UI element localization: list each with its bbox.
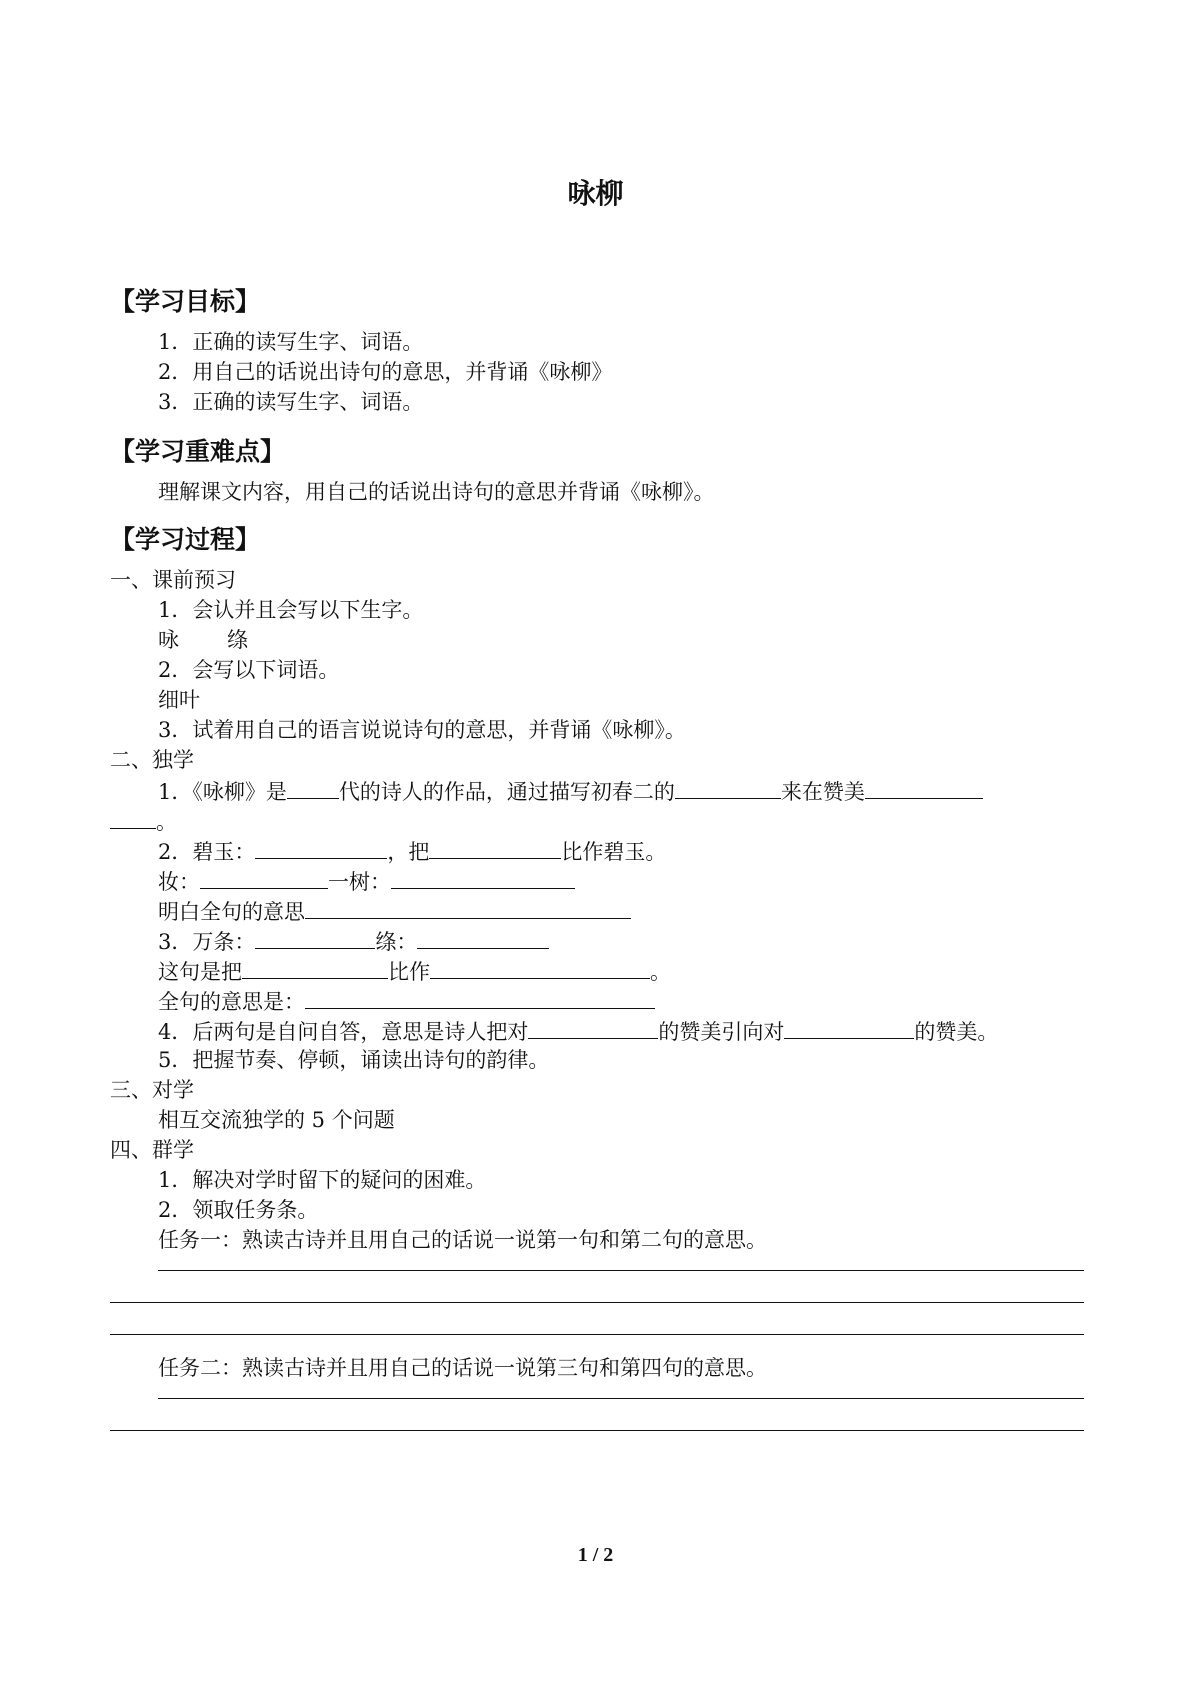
yishu-blank[interactable] [391, 866, 575, 889]
yishu-text: 一树： [328, 870, 391, 894]
q4-text-a: 4．后两句是自问自答，意思是诗人把对 [158, 1020, 529, 1044]
q1-text-b: 代的诗人的作品，通过描写初春二的 [338, 780, 675, 804]
part3-title: 三、对学 [110, 1078, 194, 1102]
q3-text-a: 3．万条： [158, 930, 256, 954]
part2-q1-cont [110, 806, 177, 836]
zhuang-text: 妆： [158, 870, 200, 894]
goals-heading: 【学习目标】 [110, 287, 261, 316]
zhuang-blank[interactable] [200, 866, 328, 889]
q2-text-c: 比作碧玉。 [561, 840, 667, 864]
comp-end: 。 [650, 960, 671, 984]
part1-q1: 1．会认并且会写以下生字。 [158, 598, 424, 622]
part1-q2: 2．会写以下词语。 [158, 658, 340, 682]
q2-blank-object[interactable] [429, 836, 561, 859]
page-title: 咏柳 [567, 177, 624, 210]
comp-blank-a[interactable] [242, 956, 388, 979]
part2-comparison [158, 956, 671, 986]
part3-text: 相互交流独学的 5 个问题 [158, 1108, 395, 1132]
q1-blank-praise[interactable] [865, 776, 983, 799]
part4-title: 四、群学 [110, 1138, 194, 1162]
task1-text: 任务一：熟读古诗并且用自己的话说一说第一句和第二句的意思。 [158, 1228, 767, 1252]
comp-text-b: 比作 [388, 960, 430, 984]
q2-text-b: ，把 [387, 840, 430, 864]
meaning1-blank[interactable] [305, 896, 631, 919]
q4-text-c: 的赞美。 [914, 1020, 999, 1044]
comp-text-a: 这句是把 [158, 960, 242, 984]
q1-text-c: 来在赞美 [780, 780, 865, 804]
meaning2-blank[interactable] [305, 986, 655, 1009]
part4-q2: 2．领取任务条。 [158, 1198, 319, 1222]
part2-meaning1 [158, 896, 631, 926]
q1-blank-object[interactable] [675, 776, 781, 799]
comp-blank-b[interactable] [430, 956, 650, 979]
part4-q1: 1．解决对学时留下的疑问的困难。 [158, 1168, 487, 1192]
q2-blank-biyu[interactable] [255, 836, 387, 859]
meaning1-text: 明白全句的意思 [158, 900, 305, 924]
goal-item-2: 2．用自己的话说出诗句的意思，并背诵《咏柳》 [158, 360, 613, 384]
part2-q1 [158, 776, 983, 806]
task2-text: 任务二：熟读古诗并且用自己的话说一说第三句和第四句的意思。 [158, 1356, 767, 1380]
process-heading: 【学习过程】 [110, 525, 261, 554]
char-2: 绦 [227, 628, 248, 652]
goal-item-3: 3．正确的读写生字、词语。 [158, 390, 424, 414]
task2-answer-line-2[interactable] [110, 1430, 1084, 1431]
part2-q4 [158, 1016, 998, 1046]
q3-text-b: 绦： [375, 930, 418, 954]
q4-text-b: 的赞美引向对 [658, 1020, 785, 1044]
q3-blank-tao[interactable] [417, 926, 549, 949]
key-points-heading: 【学习重难点】 [110, 437, 286, 466]
task1-answer-line-3[interactable] [110, 1334, 1084, 1335]
part1-words: 细叶 [158, 688, 200, 712]
q4-blank-b[interactable] [784, 1016, 914, 1039]
part2-q2 [158, 836, 666, 866]
part1-title: 一、课前预习 [110, 568, 236, 592]
q3-blank-wantiao[interactable] [255, 926, 375, 949]
part2-title: 二、独学 [110, 748, 194, 772]
char-1: 咏 [158, 628, 179, 652]
part2-q5: 5．把握节奏、停顿，诵读出诗句的韵律。 [158, 1048, 550, 1072]
part2-zhuang [158, 866, 575, 896]
part1-chars [158, 626, 248, 654]
q2-text-a: 2．碧玉： [158, 840, 256, 864]
goal-item-1: 1．正确的读写生字、词语。 [158, 330, 424, 354]
part2-q3 [158, 926, 549, 956]
q1-text-a: 1．《咏柳》是 [158, 780, 287, 804]
meaning2-text: 全句的意思是： [158, 990, 305, 1014]
task2-answer-line-1[interactable] [158, 1398, 1084, 1399]
task1-answer-line-1[interactable] [158, 1270, 1084, 1271]
part2-meaning2 [158, 986, 655, 1016]
q4-blank-a[interactable] [528, 1016, 658, 1039]
task1-answer-line-2[interactable] [110, 1302, 1084, 1303]
page-number: 1 / 2 [577, 1544, 614, 1566]
q1-end: 。 [156, 810, 177, 834]
q1-blank-dynasty[interactable] [287, 776, 339, 799]
q1-blank-praise-cont[interactable] [110, 806, 156, 829]
part1-q3: 3．试着用自己的语言说说诗句的意思，并背诵《咏柳》。 [158, 718, 686, 742]
key-points-text: 理解课文内容，用自己的话说出诗句的意思并背诵《咏柳》。 [158, 480, 715, 504]
